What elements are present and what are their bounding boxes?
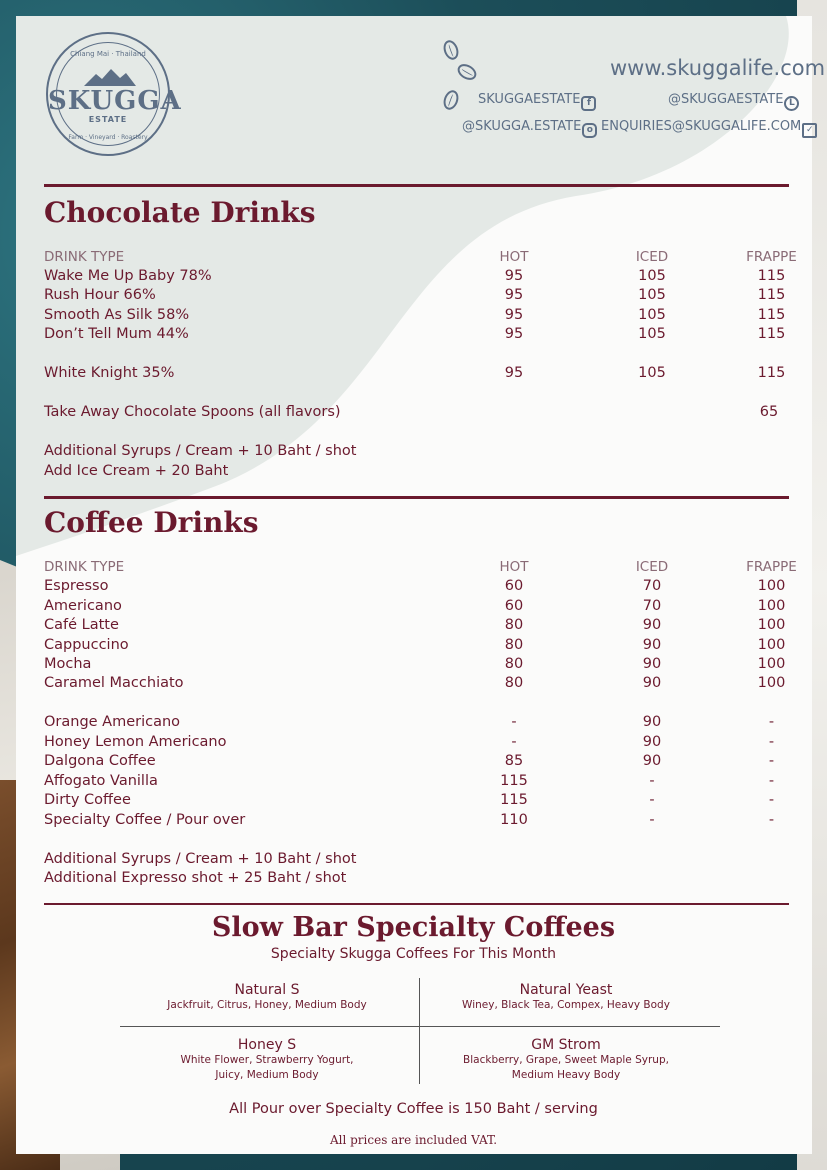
email-link[interactable] (601, 119, 817, 138)
facebook-icon: f (581, 96, 596, 111)
logo-word: SKUGGA (48, 86, 182, 116)
menu-row (44, 773, 789, 793)
drink-name: Caramel Macchiato (44, 675, 184, 691)
drink-name: Rush Hour 66% (44, 287, 156, 303)
coffee-item-desc: Blackberry, Grape, Sweet Maple Syrup, Medium Heavy Body (463, 1054, 669, 1081)
mail-icon: ✓ (802, 123, 817, 138)
price-iced: 105 (638, 326, 666, 342)
divider (44, 496, 789, 499)
spoons-name: Take Away Chocolate Spoons (all flavors) (44, 404, 341, 420)
price-iced: 90 (642, 617, 662, 633)
skugga-logo (46, 32, 182, 156)
spoons-price: 65 (759, 404, 779, 420)
menu-row (44, 656, 789, 676)
coffee-item-desc: White Flower, Strawberry Yogurt, Juicy, Medium Body (180, 1054, 354, 1081)
chocolate-title: Chocolate Drinks (44, 196, 316, 229)
price-iced: 90 (642, 753, 662, 769)
price-frappe: - (768, 812, 775, 828)
drink-name: Don’t Tell Mum 44% (44, 326, 189, 342)
drink-name: Honey Lemon Americano (44, 734, 227, 750)
drink-name: Specialty Coffee / Pour over (44, 812, 246, 828)
drink-name: Mocha (44, 656, 92, 672)
price-hot: 95 (504, 287, 524, 303)
menu-row (44, 307, 789, 327)
price-iced: 105 (638, 307, 666, 323)
instagram-icon: o (582, 123, 597, 138)
price-frappe: 100 (757, 656, 786, 672)
drink-name: Affogato Vanilla (44, 773, 158, 789)
drink-name: Americano (44, 598, 122, 614)
price-frappe: - (768, 753, 775, 769)
logo-arc-top: Chiang Mai · Thailand (70, 50, 146, 58)
coffee-title: Coffee Drinks (44, 506, 259, 539)
drink-name: Smooth As Silk 58% (44, 307, 190, 323)
drink-name: Wake Me Up Baby 78% (44, 268, 212, 284)
coffee-header-row (44, 559, 797, 579)
col-frappe: FRAPPE (746, 249, 797, 265)
price-hot: 80 (504, 617, 524, 633)
coffee-item-desc: Jackfruit, Citrus, Honey, Medium Body (167, 999, 367, 1011)
menu-row (44, 365, 789, 385)
col-frappe: FRAPPE (746, 559, 797, 575)
price-hot: 85 (504, 753, 524, 769)
price-iced: 90 (642, 734, 662, 750)
price-hot: 80 (504, 656, 524, 672)
drink-name: White Knight 35% (44, 365, 175, 381)
price-hot: 110 (500, 812, 528, 828)
drink-name: Cappuccino (44, 637, 129, 653)
price-frappe: 115 (757, 268, 786, 284)
price-iced: 70 (642, 578, 662, 594)
menu-row (44, 617, 789, 637)
price-iced: 105 (638, 287, 666, 303)
price-frappe: 100 (757, 675, 786, 691)
menu-row (44, 287, 789, 307)
website-link[interactable]: www.skuggalife.com (610, 56, 826, 80)
coffee-item (421, 982, 711, 1013)
grid-divider (419, 978, 420, 1084)
price-frappe: 115 (757, 365, 786, 381)
menu-row (44, 753, 789, 773)
price-frappe: 115 (757, 307, 786, 323)
drink-name: Espresso (44, 578, 109, 594)
price-frappe: 100 (757, 637, 786, 653)
price-frappe: 100 (757, 578, 786, 594)
chocolate-note: Additional Syrups / Cream + 10 Baht / shot (44, 443, 357, 459)
menu-row (44, 637, 789, 657)
col-iced: ICED (635, 249, 669, 265)
coffee-item (122, 982, 412, 1013)
price-iced: 90 (642, 714, 662, 730)
price-iced: 105 (638, 268, 666, 284)
price-frappe: 115 (757, 287, 786, 303)
spoons-row (44, 404, 789, 424)
col-hot: HOT (499, 249, 529, 265)
coffee-item (421, 1037, 711, 1083)
coffee-note: Additional Syrups / Cream + 10 Baht / shot (44, 851, 357, 867)
coffee-item-name: Natural S (234, 982, 300, 998)
divider (44, 184, 789, 187)
vat-note: All prices are included VAT. (329, 1133, 498, 1147)
price-hot: 115 (500, 792, 528, 808)
col-drink-type: DRINK TYPE (44, 249, 125, 265)
logo-sub: ESTATE (88, 115, 128, 124)
facebook-handle[interactable] (478, 92, 596, 111)
col-iced: ICED (635, 559, 669, 575)
price-hot: 60 (504, 578, 524, 594)
col-hot: HOT (499, 559, 529, 575)
grid-divider (120, 1026, 720, 1027)
menu-row (44, 578, 789, 598)
instagram-handle[interactable] (462, 119, 597, 138)
price-iced: 105 (638, 365, 666, 381)
price-iced: 90 (642, 675, 662, 691)
price-frappe: - (768, 792, 775, 808)
price-frappe: - (768, 773, 775, 789)
price-frappe: 100 (757, 598, 786, 614)
price-hot: 95 (504, 268, 524, 284)
chocolate-note: Add Ice Cream + 20 Baht (44, 463, 229, 479)
coffee-item (122, 1037, 412, 1083)
price-iced: 90 (642, 656, 662, 672)
price-iced: 90 (642, 637, 662, 653)
price-frappe: 100 (757, 617, 786, 633)
menu-row (44, 598, 789, 618)
facebook-label: SKUGGAESTATE (478, 92, 581, 107)
logo-arc-bottom: Farm · Vineyard · Roastery (68, 134, 148, 141)
menu-row (44, 812, 789, 832)
price-hot: 60 (504, 598, 524, 614)
divider (44, 903, 789, 905)
price-hot: - (511, 734, 517, 750)
slowbar-subtitle: Specialty Skugga Coffees For This Month (270, 946, 557, 962)
coffee-item-desc: Winey, Black Tea, Compex, Heavy Body (462, 999, 670, 1011)
slowbar-title: Slow Bar Specialty Coffees (211, 912, 616, 943)
price-frappe: - (768, 714, 775, 730)
drink-name: Orange Americano (44, 714, 181, 730)
email-label: ENQUIRIES@SKUGGALIFE.COM (601, 119, 802, 134)
price-hot: 115 (500, 773, 528, 789)
price-iced: - (649, 812, 655, 828)
line-icon: L (784, 96, 799, 111)
menu-row (44, 734, 789, 754)
price-hot: 80 (504, 637, 524, 653)
coffee-item-name: GM Strom (531, 1037, 601, 1053)
price-hot: 95 (504, 307, 524, 323)
line-handle[interactable] (668, 92, 799, 111)
drink-name: Dirty Coffee (44, 792, 131, 808)
price-iced: 70 (642, 598, 662, 614)
price-hot: 80 (504, 675, 524, 691)
menu-row (44, 714, 789, 734)
price-hot: 95 (504, 365, 524, 381)
menu-row (44, 326, 789, 346)
coffee-note: Additional Expresso shot + 25 Baht / shot (44, 870, 347, 886)
drink-name: Dalgona Coffee (44, 753, 156, 769)
price-iced: - (649, 792, 655, 808)
chocolate-header-row (44, 249, 797, 269)
price-hot: - (511, 714, 517, 730)
menu-row (44, 792, 789, 812)
menu-row (44, 675, 789, 695)
coffee-item-name: Honey S (237, 1037, 297, 1053)
price-iced: - (649, 773, 655, 789)
price-hot: 95 (504, 326, 524, 342)
coffee-item-name: Natural Yeast (519, 982, 613, 998)
price-frappe: - (768, 734, 775, 750)
mountain-icon (84, 68, 136, 86)
line-label: @SKUGGAESTATE (668, 92, 784, 107)
drink-name: Café Latte (44, 617, 119, 633)
menu-row (44, 268, 789, 288)
instagram-label: @SKUGGA.ESTATE (462, 119, 582, 134)
pourover-price: All Pour over Specialty Coffee is 150 Baht / serving (229, 1101, 598, 1117)
price-frappe: 115 (757, 326, 786, 342)
col-drink-type: DRINK TYPE (44, 559, 125, 575)
